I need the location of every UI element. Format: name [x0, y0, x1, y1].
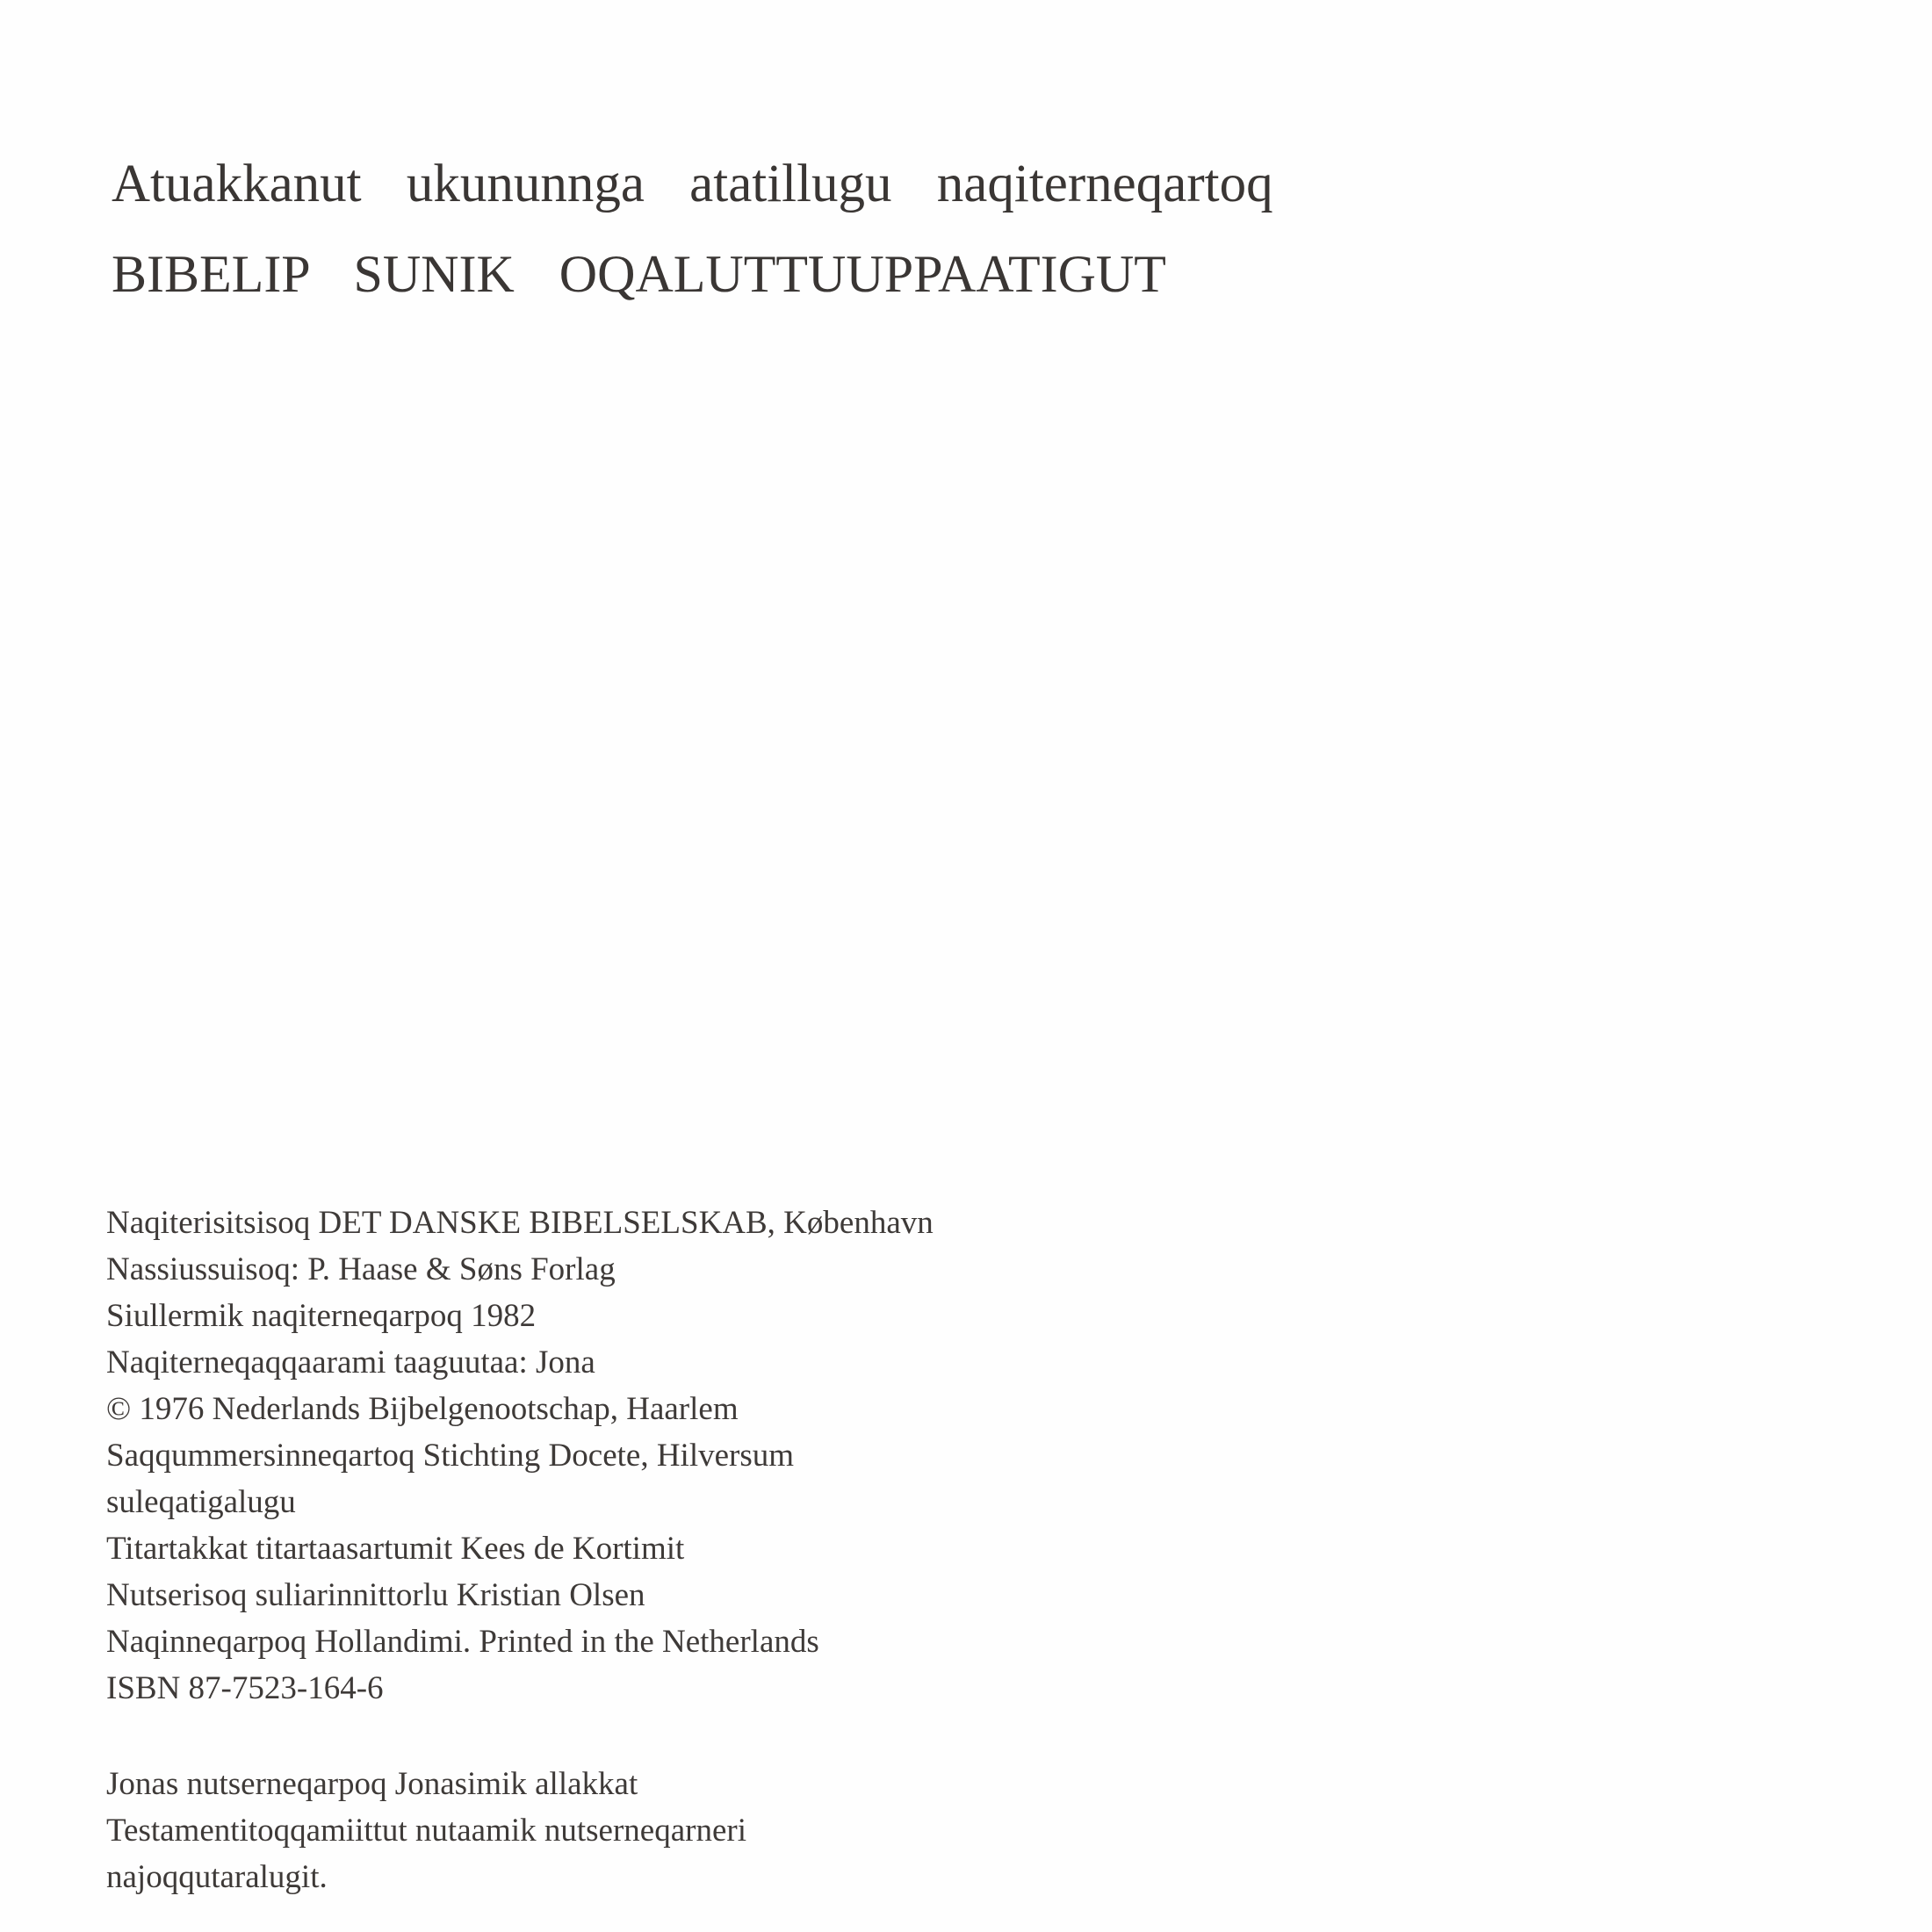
translation-note — [106, 1761, 746, 1900]
colophon-line-illustrations: Titartakkat titartaasartumit Kees de Kortimit — [106, 1531, 685, 1567]
colophon — [106, 1200, 934, 1712]
book-title: BIBELIP SUNIK OQALUTTUUPPAATIGUT — [112, 245, 1166, 303]
colophon-line-isbn: ISBN 87-7523-164-6 — [106, 1670, 384, 1706]
note-line: najoqqutaralugit. — [106, 1859, 328, 1895]
colophon-line-translator: Nutserisoq suliarinnittorlu Kristian Olsen — [106, 1577, 645, 1613]
colophon-line-first-printing: Siullermik naqiterneqarpoq 1982 — [106, 1298, 537, 1334]
title-block — [112, 149, 1273, 309]
note-line: Jonas nutserneqarpoq Jonasimik allakkat — [106, 1766, 638, 1802]
colophon-line-copyright: © 1976 Nederlands Bijbelgenootschap, Haarlem — [106, 1391, 739, 1427]
colophon-line-printed-in: Naqinneqarpoq Hollandimi. Printed in the Netherlands — [106, 1624, 819, 1660]
note-line: Testamentitoqqamiittut nutaamik nutserneqarneri — [106, 1813, 746, 1849]
colophon-line-distributor: Nassiussuisoq: P. Haase & Søns Forlag — [106, 1251, 616, 1287]
colophon-line-publisher: Naqiterisitsisoq DET DANSKE BIBELSELSKAB, København — [106, 1205, 934, 1241]
colophon-line-original-title: Naqiterneqaqqaarami taaguutaa: Jona — [106, 1344, 595, 1381]
colophon-line-published-with: Saqqummersinneqartoq Stichting Docete, Hilversum — [106, 1438, 795, 1474]
colophon-line-published-with-cont: suleqatigalugu — [106, 1484, 296, 1520]
book-subtitle: Atuakkanut ukununnga atatillugu naqiterneqartoq — [112, 155, 1273, 213]
